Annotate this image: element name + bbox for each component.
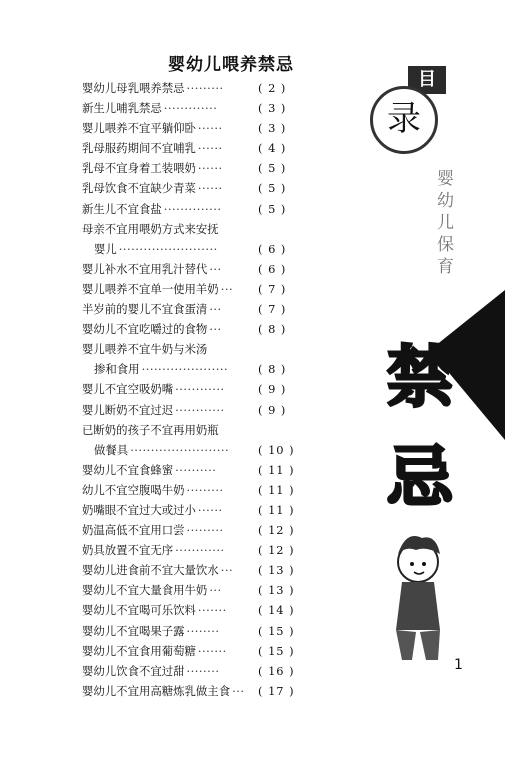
toc-entry-text: 婴幼儿母乳喂养禁忌 <box>82 81 185 95</box>
toc-entry-page: ( 5 ) <box>258 161 287 176</box>
toc-entry-page: ( 12 ) <box>258 543 295 558</box>
toc-entry-page: ( 5 ) <box>258 201 287 216</box>
leader-dots: ······ <box>197 141 223 156</box>
leader-dots: ··· <box>209 322 222 337</box>
toc-entry-text: 新生儿哺乳禁忌 <box>82 101 162 116</box>
page-number: 1 <box>454 657 463 673</box>
toc-entry-page: ( 13 ) <box>258 583 295 598</box>
toc-entry-text: 掺和食用 <box>94 362 140 377</box>
toc-entry-text: 婴儿喂养不宜牛奶与米汤 <box>82 342 208 357</box>
toc-entry-text: 奶具放置不宜无序 <box>82 543 174 558</box>
toc-entry-page: ( 6 ) <box>258 261 287 276</box>
leader-dots: ········ <box>186 663 220 678</box>
leader-dots: ··· <box>220 563 234 578</box>
toc-entry-text: 婴儿喂养不宜平躺仰卧 <box>82 121 196 136</box>
toc-entry-page: ( 10 ) <box>258 442 295 457</box>
toc-entry-text: 婴幼儿不宜吃嚼过的食物 <box>82 322 208 337</box>
child-illustration <box>396 536 440 660</box>
leader-dots: ··· <box>232 683 245 698</box>
leader-dots: ··· <box>220 281 234 296</box>
toc-entry-text: 婴幼儿不宜食蜂蜜 <box>82 462 174 477</box>
toc-entry-text: 乳母不宜身着工装喂奶 <box>82 161 196 176</box>
leader-dots: ············ <box>175 382 225 397</box>
leader-dots: ········· <box>186 81 224 95</box>
chapter-title-graphic: 禁忌 <box>387 339 453 516</box>
leader-dots: ······ <box>197 181 223 196</box>
toc-entry-text: 奶嘴眼不宜过大或过小 <box>82 502 196 517</box>
toc-heading-mu: 目 <box>408 66 446 94</box>
toc-entry-page: ( 9 ) <box>258 382 287 397</box>
leader-dots: ························ <box>130 442 230 457</box>
leader-dots: ········· <box>186 482 224 497</box>
toc-entry-page: ( 11 ) <box>258 502 295 517</box>
toc-entry-page: ( 2 ) <box>258 81 287 95</box>
toc-entry-text: 婴幼儿不宜用高糖炼乳做主食 <box>82 683 231 698</box>
toc-entry-page: ( 7 ) <box>258 281 287 296</box>
toc-entry-text: 乳母服药期间不宜哺乳 <box>82 141 196 156</box>
toc-entry-text: 婴儿断奶不宜过迟 <box>82 402 174 417</box>
leader-dots: ······ <box>197 161 223 176</box>
toc-entry-page: ( 5 ) <box>258 181 287 196</box>
toc-entry-text: 母亲不宜用喂奶方式来安抚 <box>82 221 219 236</box>
leader-dots: ························ <box>118 241 218 256</box>
toc-entry-page: ( 16 ) <box>258 663 295 678</box>
toc-entry-page: ( 3 ) <box>258 121 287 136</box>
toc-entry-text: 婴幼儿饮食不宜过甜 <box>82 663 185 678</box>
toc-entry-text: 新生儿不宜食盐 <box>82 201 162 216</box>
toc-entry-page: ( 14 ) <box>258 603 295 618</box>
toc-entry-page: ( 11 ) <box>258 462 295 477</box>
toc-entry-text: 婴幼儿不宜喝果子露 <box>82 623 185 638</box>
leader-dots: ····················· <box>141 362 229 377</box>
leader-dots: ······· <box>197 643 227 658</box>
toc-entry-page: ( 15 ) <box>258 623 295 638</box>
leader-dots: ············· <box>163 101 218 116</box>
leader-dots: ··· <box>209 261 222 276</box>
toc-entry-text: 幼儿不宜空腹喝牛奶 <box>82 482 185 497</box>
leader-dots: ············ <box>175 543 225 558</box>
toc-entry-text: 婴幼儿不宜喝可乐饮料 <box>82 603 196 618</box>
toc-entry-page: ( 11 ) <box>258 482 295 497</box>
toc-entry-text: 婴幼儿不宜大量食用牛奶 <box>82 583 208 598</box>
toc-entry-text: 婴儿喂养不宜单一使用羊奶 <box>82 281 219 296</box>
toc-entry-page: ( 12 ) <box>258 523 295 538</box>
toc-entry-text: 婴儿补水不宜用乳汁替代 <box>82 261 208 276</box>
leader-dots: ··· <box>209 302 222 317</box>
leader-dots: ······ <box>197 502 223 517</box>
toc-entry-text: 婴儿不宜空吸奶嘴 <box>82 382 174 397</box>
toc-entry-text: 已断奶的孩子不宜再用奶瓶 <box>82 422 219 437</box>
leader-dots: ·········· <box>175 462 217 477</box>
toc-entry-page: ( 4 ) <box>258 141 287 156</box>
toc-section-title: 婴幼儿喂养禁忌 <box>168 55 294 75</box>
toc-entry-page: ( 8 ) <box>258 322 287 337</box>
leader-dots: ········ <box>186 623 220 638</box>
toc-entry-page: ( 15 ) <box>258 643 295 658</box>
leader-dots: ········· <box>186 523 224 538</box>
toc-entry-text: 婴幼儿进食前不宜大量饮水 <box>82 563 219 578</box>
leader-dots: ··· <box>209 583 222 598</box>
toc-entry-page: ( 7 ) <box>258 302 287 317</box>
toc-entry-text: 半岁前的婴儿不宜食蛋清 <box>82 302 208 317</box>
toc-entry-page: ( 8 ) <box>258 362 287 377</box>
toc-entry-text: 奶温高低不宜用口尝 <box>82 523 185 538</box>
leader-dots: ······· <box>197 603 227 618</box>
leader-dots: ······ <box>197 121 223 136</box>
toc-entry-page: ( 13 ) <box>258 563 295 578</box>
toc-entry-text: 乳母饮食不宜缺少青菜 <box>82 181 196 196</box>
toc-entry-page: ( 9 ) <box>258 402 287 417</box>
leader-dots: ············ <box>175 402 225 417</box>
leader-dots: ·············· <box>163 201 222 216</box>
toc-entry-text: 婴儿 <box>94 241 117 256</box>
toc-entry-page: ( 17 ) <box>258 683 295 698</box>
toc-entry-page: ( 6 ) <box>258 241 287 256</box>
series-vertical-title: 婴幼儿保育 <box>437 169 454 277</box>
toc-heading-lu: 录 <box>370 86 438 154</box>
toc-entry-page: ( 3 ) <box>258 101 287 116</box>
toc-entry-text: 做餐具 <box>94 442 129 457</box>
toc-entry-text: 婴幼儿不宜食用葡萄糖 <box>82 643 196 658</box>
